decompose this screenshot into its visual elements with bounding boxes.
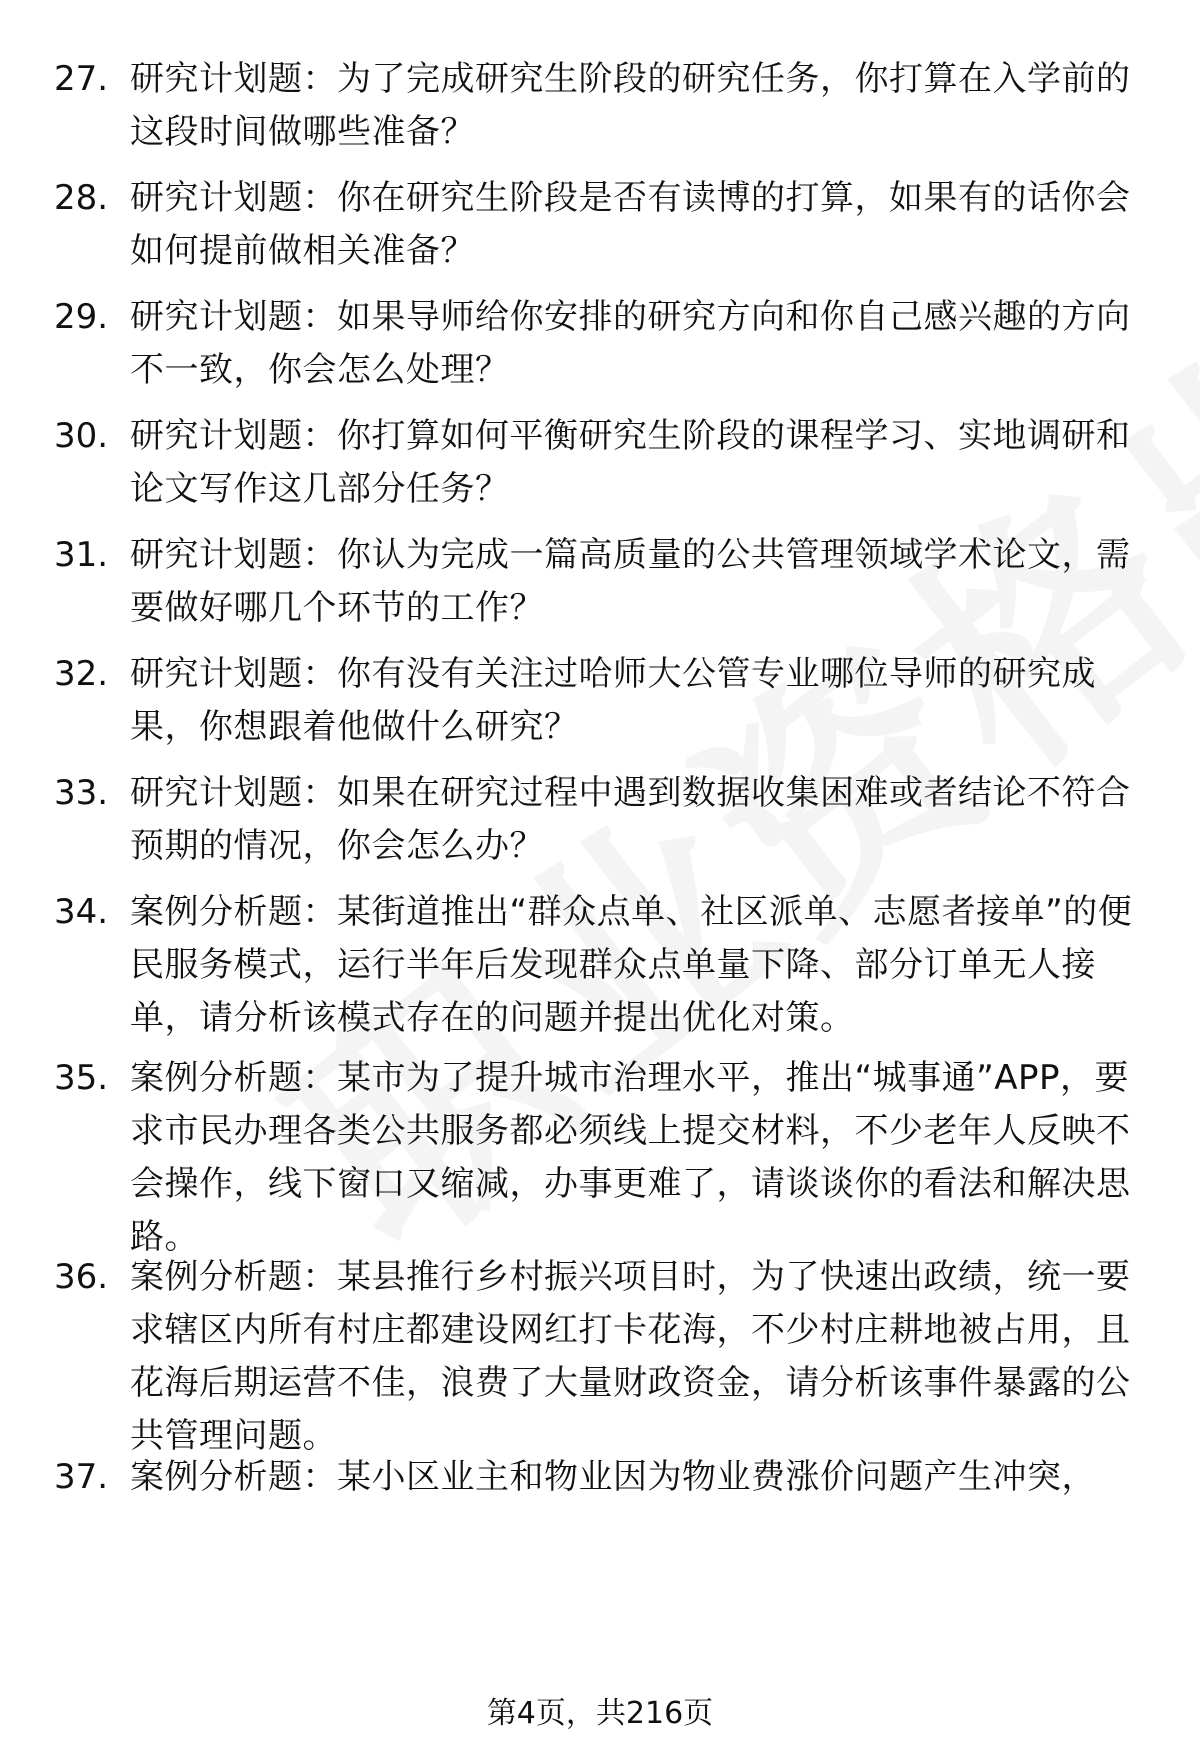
question-number: 29. (54, 297, 109, 337)
question-number: 36. (54, 1257, 109, 1297)
question-number: 33. (54, 773, 109, 813)
question-text: 研究计划题：如果在研究过程中遇到数据收集困难或者结论不符合预期的情况，你会怎么办？ (130, 773, 1131, 866)
question-text: 案例分析题：某县推行乡村振兴项目时，为了快速出政绩，统一要求辖区内所有村庄都建设网红打卡花海，不少村庄耕地被占用，且花海后期运营不佳，浪费了大量财政资金，请分析该事件暴露的公共管理问题。 (130, 1257, 1131, 1456)
question-number: 28. (54, 178, 109, 218)
question-number: 31. (54, 535, 109, 575)
question-text: 研究计划题：你认为完成一篇高质量的公共管理领域学术论文，需要做好哪几个环节的工作？ (130, 535, 1131, 628)
question-text: 案例分析题：某街道推出“群众点单、社区派单、志愿者接单”的便民服务模式，运行半年后发现群众点单量下降、部分订单无人接单，请分析该模式存在的问题并提出优化对策。 (130, 892, 1133, 1038)
question-text: 研究计划题：为了完成研究生阶段的研究任务，你打算在入学前的这段时间做哪些准备？ (130, 59, 1131, 152)
question-text: 研究计划题：如果导师给你安排的研究方向和你自己感兴趣的方向不一致，你会怎么处理？ (130, 297, 1131, 390)
page-number-label: 第4页，共216页 (486, 1696, 714, 1731)
page-footer (0, 1692, 1200, 1736)
question-text: 研究计划题：你有没有关注过哈师大公管专业哪位导师的研究成果，你想跟着他做什么研究？ (130, 654, 1096, 747)
question-number: 30. (54, 416, 109, 456)
question-number: 34. (54, 892, 109, 932)
question-number: 35. (54, 1058, 109, 1098)
question-number: 37. (54, 1457, 109, 1497)
question-text: 研究计划题：你在研究生阶段是否有读博的打算，如果有的话你会如何提前做相关准备？ (130, 178, 1131, 271)
question-number: 32. (54, 654, 109, 694)
question-number: 27. (54, 59, 109, 99)
question-text: 案例分析题：某市为了提升城市治理水平，推出“城事通”APP，要求市民办理各类公共服务都必须线上提交材料，不少老年人反映不会操作，线下窗口又缩减，办事更难了，请谈谈你的看法和解决思路。 (130, 1058, 1131, 1257)
question-text: 研究计划题：你打算如何平衡研究生阶段的课程学习、实地调研和论文写作这几部分任务？ (130, 416, 1131, 509)
question-text: 案例分析题：某小区业主和物业因为物业费涨价问题产生冲突， (130, 1457, 1096, 1497)
